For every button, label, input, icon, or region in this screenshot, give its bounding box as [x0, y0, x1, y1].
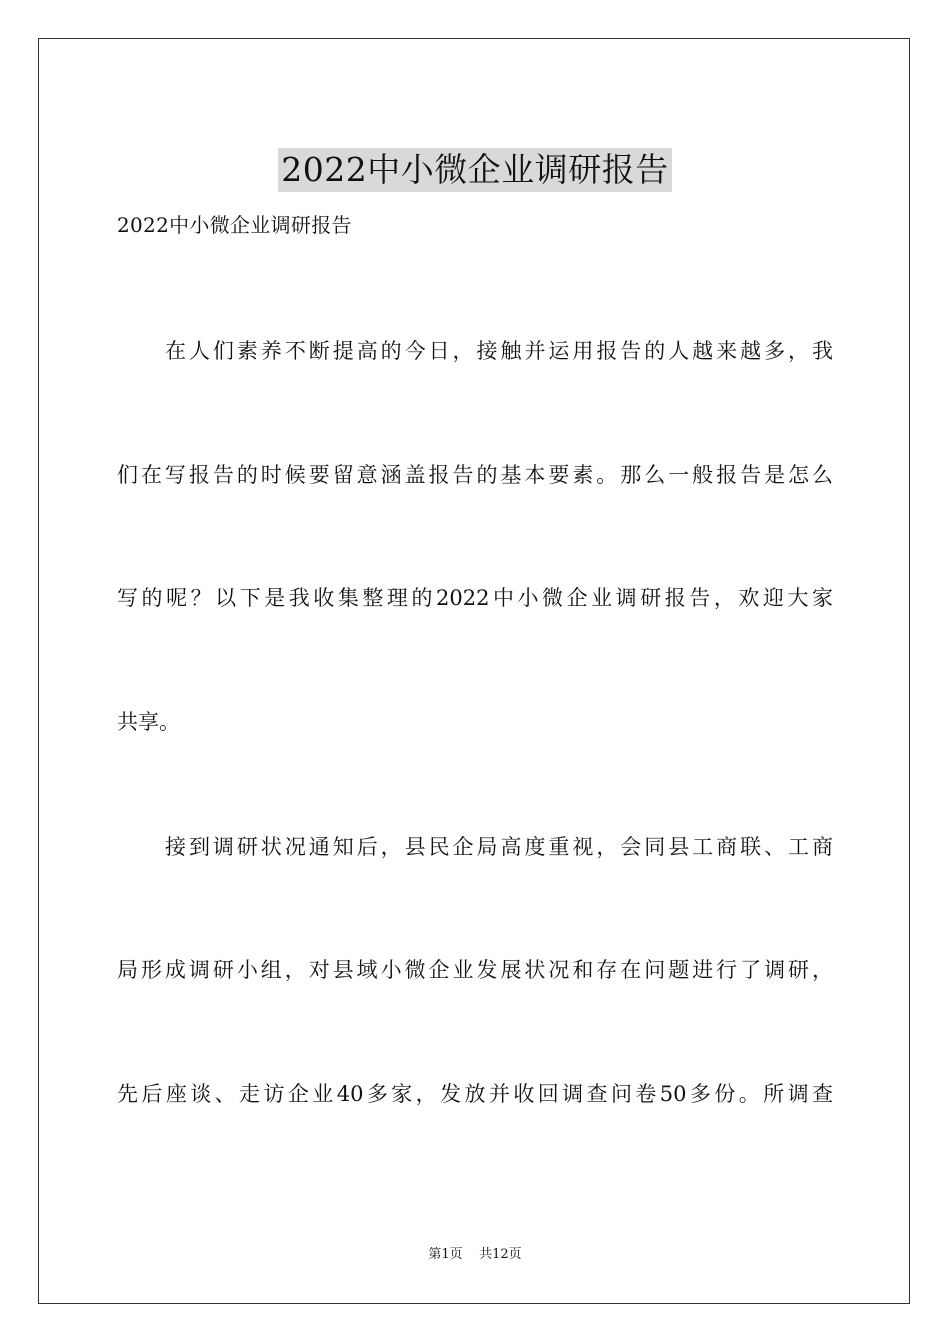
page-number: 第1页 [428, 1247, 463, 1262]
document-subtitle: 2022中小微企业调研报告 [117, 213, 352, 237]
paragraph-1-line-2: 们在写报告的时候要留意涵盖报告的基本要素。那么一般报告是怎么 [117, 463, 833, 487]
paragraph-2-line-1: 接到调研状况通知后，县民企局高度重视，会同县工商联、工商 [165, 835, 833, 859]
page-total: 共12页 [479, 1247, 522, 1262]
paragraph-1-line-3: 写的呢？以下是我收集整理的2022中小微企业调研报告，欢迎大家 [117, 586, 833, 610]
page-footer [0, 1246, 950, 1264]
paragraph-2-line-3: 先后座谈、走访企业40多家，发放并收回调查问卷50多份。所调查 [117, 1082, 833, 1106]
document-title: 2022中小微企业调研报告 [278, 148, 671, 192]
paragraph-1-line-4: 共享。 [117, 710, 180, 734]
title-container [0, 126, 950, 214]
paragraph-2-line-2: 局形成调研小组，对县域小微企业发展状况和存在问题进行了调研， [117, 958, 833, 982]
paragraph-1-line-1: 在人们素养不断提高的今日，接触并运用报告的人越来越多，我 [165, 339, 833, 363]
